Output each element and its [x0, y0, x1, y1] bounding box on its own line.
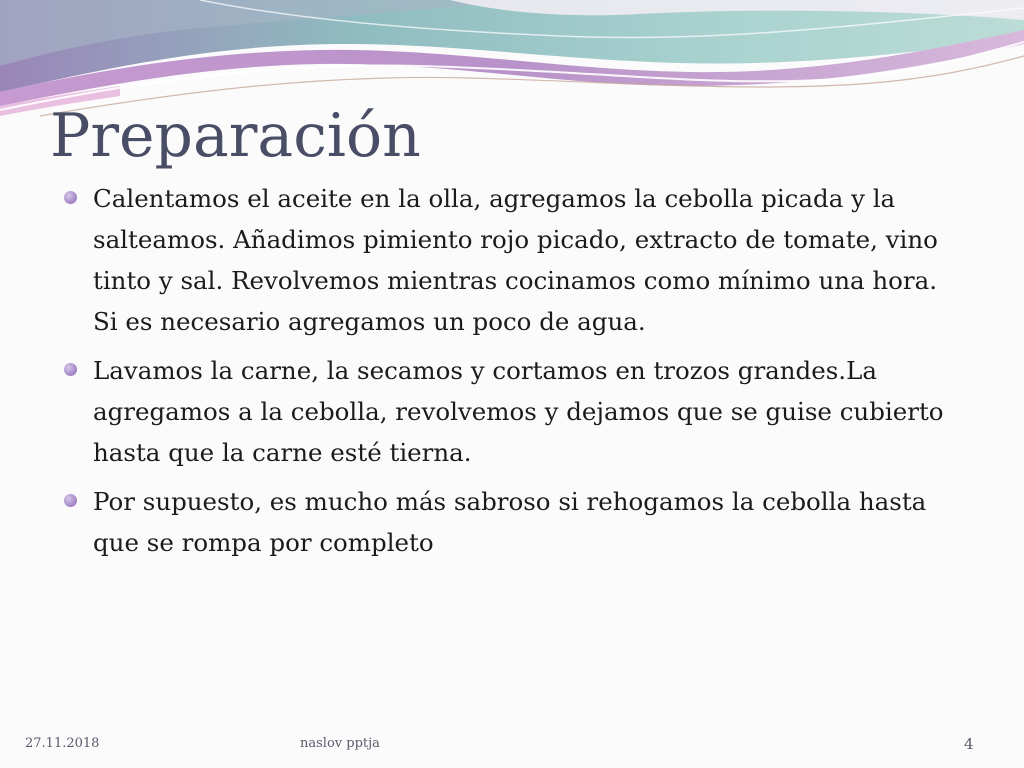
bullet-text: Por supuesto, es mucho más sabroso si rehogamos la cebolla hasta que se rompa por completo [93, 487, 927, 557]
footer-date: 27.11.2018 [25, 736, 100, 751]
slide-title: Preparación [50, 101, 421, 171]
bullet-item [64, 481, 964, 563]
bullet-list [64, 178, 964, 563]
footer-title: naslov pptja [300, 736, 380, 751]
bullet-item [64, 178, 964, 342]
bullet-text: Lavamos la carne, la secamos y cortamos en trozos grandes.La agregamos a la cebolla, revolvemos y dejamos que se guise cubierto hasta que la carne esté tierna. [93, 356, 944, 467]
bullet-text: Calentamos el aceite en la olla, agregamos la cebolla picada y la salteamos. Añadimos pimiento rojo picado, extracto de tomate, vino tinto y sal. Revolvemos mientras cocinamos como mínimo una hora. Si es necesario agregamos un poco de agua. [93, 184, 938, 336]
page-number: 4 [964, 735, 974, 753]
bullet-item [64, 350, 964, 473]
bullet-dot-icon [64, 191, 77, 204]
bullet-dot-icon [64, 363, 77, 376]
bullet-dot-icon [64, 494, 77, 507]
slide-body [64, 178, 964, 571]
